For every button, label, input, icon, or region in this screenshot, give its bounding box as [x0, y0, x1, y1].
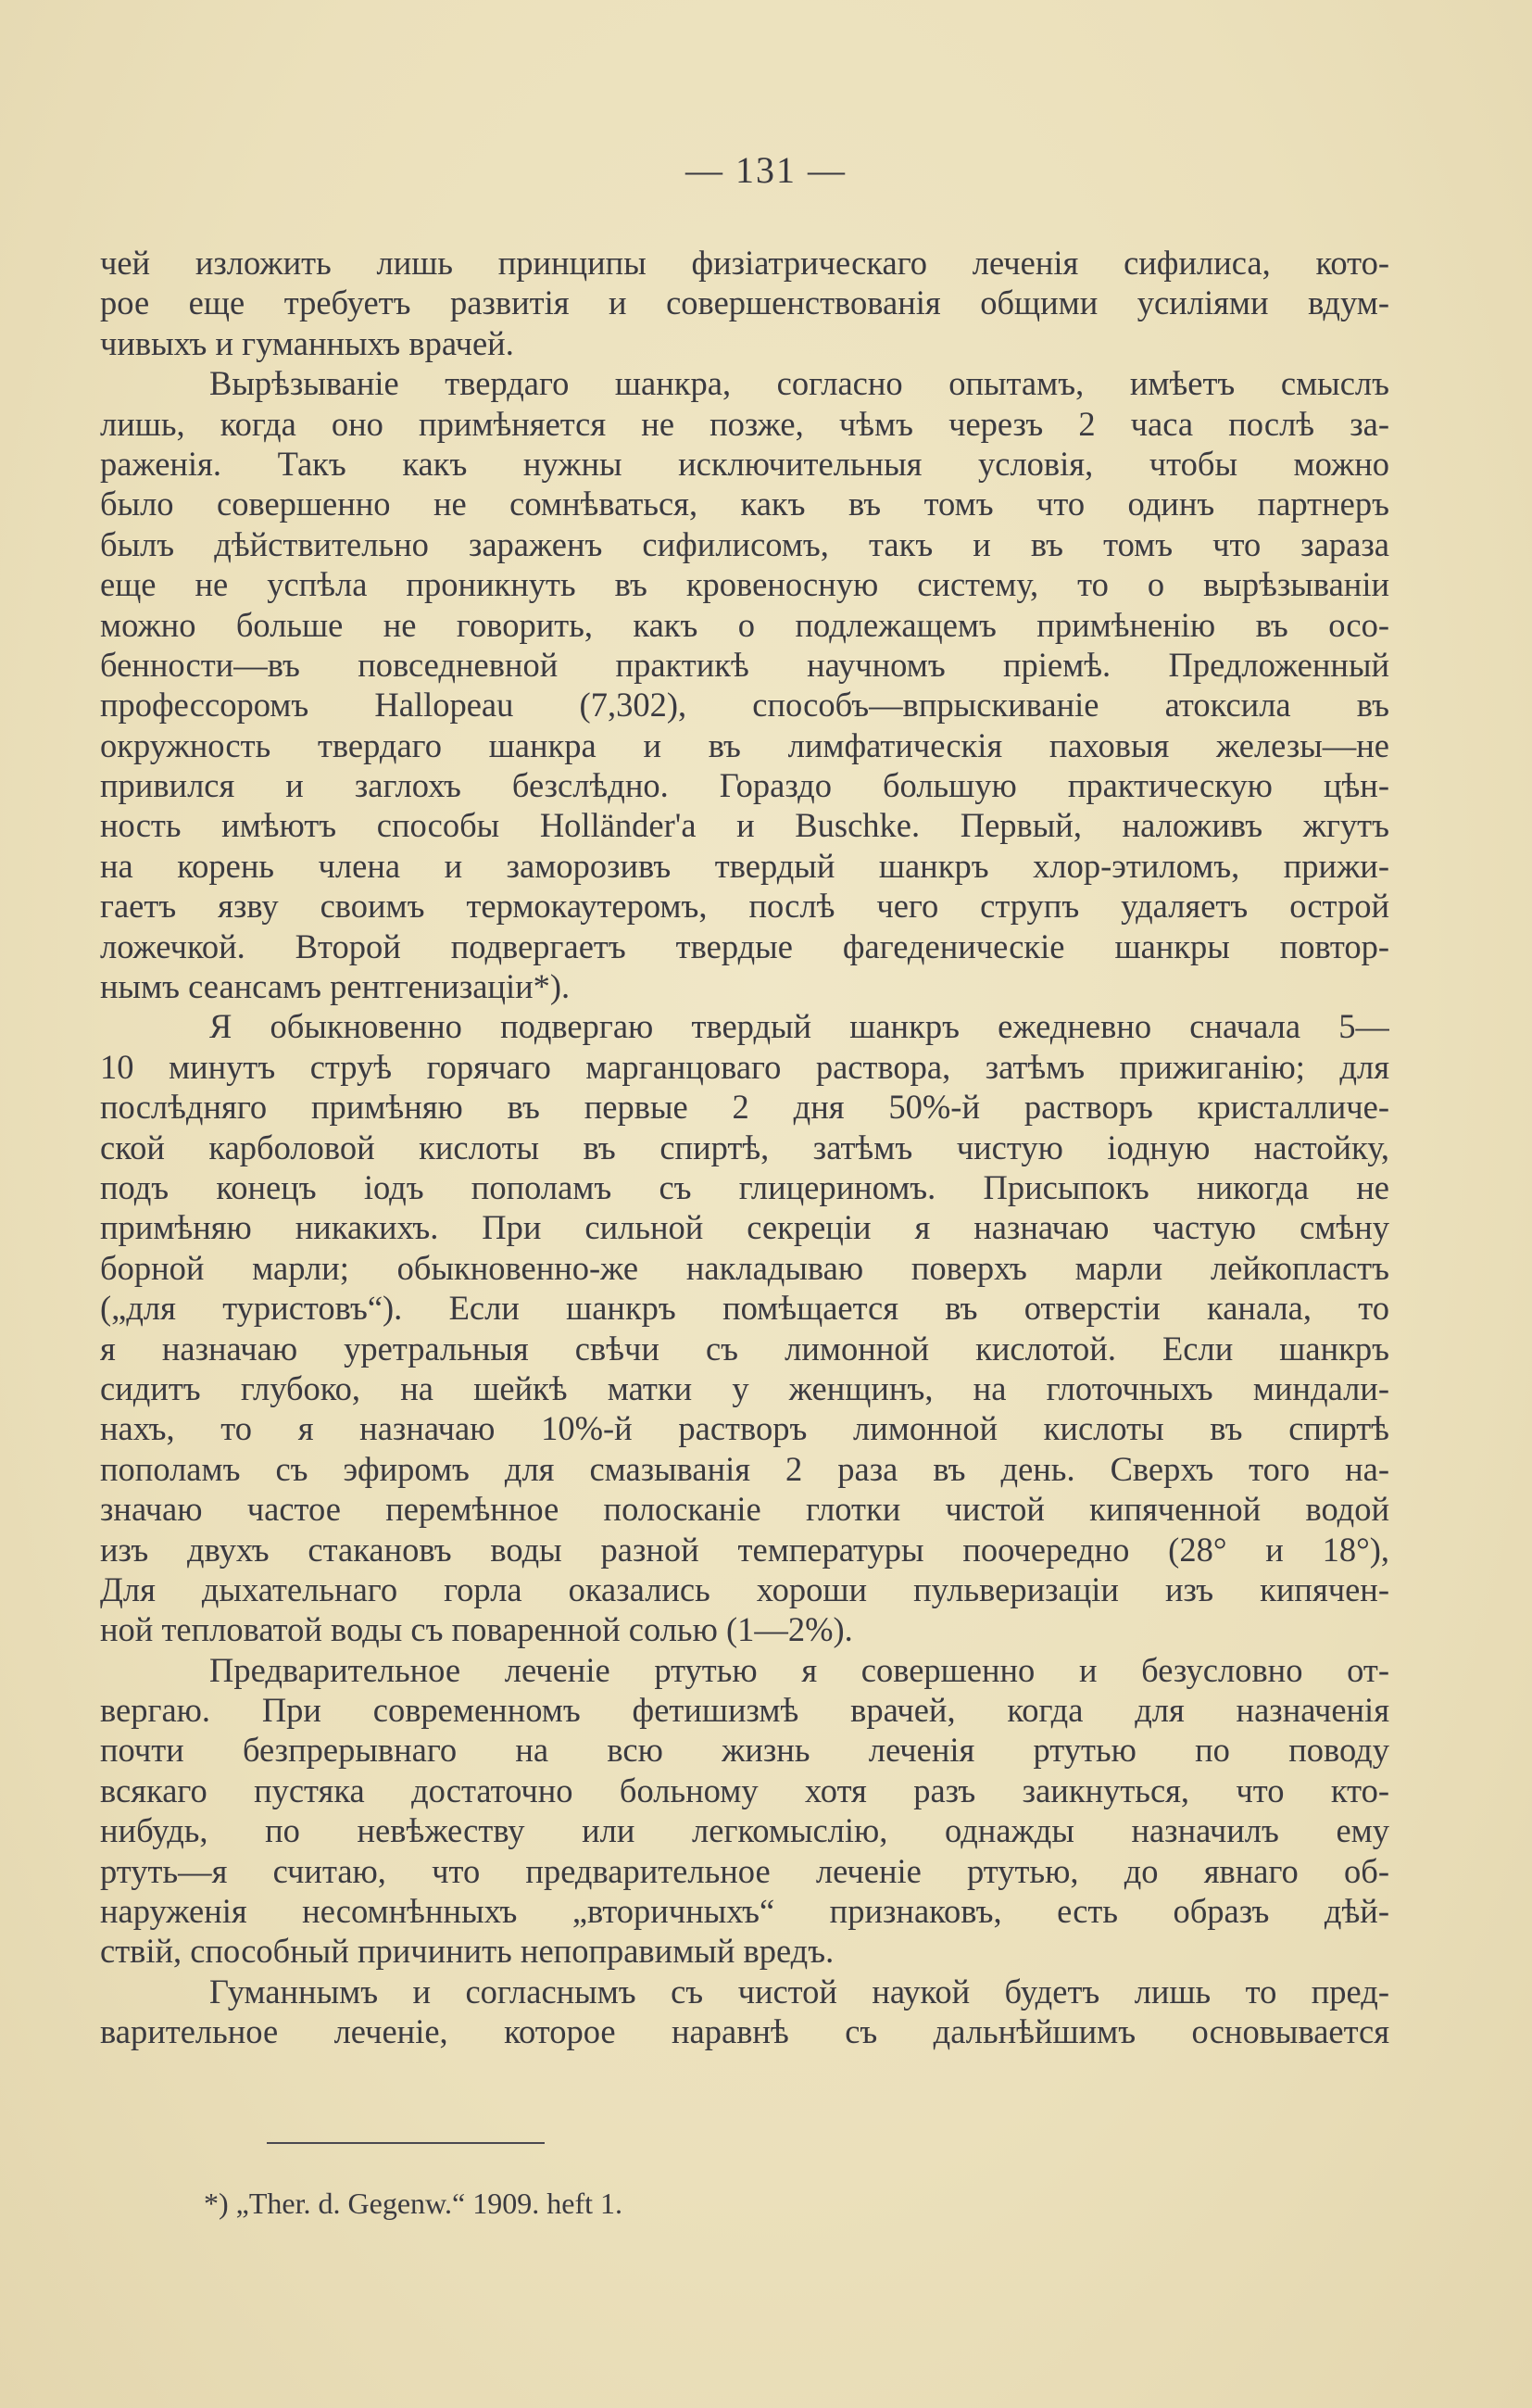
footnote-divider [267, 2142, 545, 2144]
text-line: былъ дѣйствительно зараженъ сифилисомъ, такъ и въ томъ что зараза [100, 524, 1389, 563]
text-line: ность имѣютъ способы Holländer'a и Buschke. Первый, наложивъ жгутъ [100, 806, 1389, 845]
text-line: привился и заглохъ безслѣдно. Гораздо большую практическую цѣн- [100, 766, 1389, 805]
text-line: гаетъ язву своимъ термокаутеромъ, послѣ чего струпъ удаляетъ острой [100, 887, 1389, 926]
text-line: ской карболовой кислоты въ спиртѣ, затѣмъ чистую iодную настойку, [100, 1128, 1389, 1166]
text-line: было совершенно не сомнѣваться, какъ въ томъ что одинъ партнеръ [100, 485, 1389, 523]
body-text [100, 243, 1389, 2052]
text-line: окружность твердаго шанкра и въ лимфатическiя паховыя железы—не [100, 725, 1389, 764]
text-line: я назначаю уретральныя свѣчи съ лимонной кислотой. Если шанкръ [100, 1329, 1389, 1368]
text-line: Я обыкновенно подвергаю твердый шанкръ ежедневно сначала 5— [209, 1007, 1389, 1046]
text-line: нибудь, по невѣжеству или легкомыслiю, однажды назначилъ ему [100, 1811, 1389, 1850]
text-line: Вырѣзыванiе твердаго шанкра, согласно опытамъ, имѣетъ смыслъ [209, 364, 1389, 403]
text-line: раженiя. Такъ какъ нужны исключительныя условiя, чтобы можно [100, 444, 1389, 483]
text-line: примѣняю никакихъ. При сильной секрецiи я назначаю частую смѣну [100, 1208, 1389, 1247]
text-line: еще не успѣла проникнуть въ кровеносную систему, то о вырѣзыванiи [100, 565, 1389, 604]
text-line: вергаю. При современномъ фетишизмѣ врачей, когда для назначенiя [100, 1691, 1389, 1730]
text-line: варительное леченiе, которое наравнѣ съ дальнѣйшимъ основывается [100, 2012, 1389, 2051]
text-line: сидитъ глубоко, на шейкѣ матки у женщинъ, на глоточныхъ миндали- [100, 1368, 1389, 1407]
text-line: Предварительное леченiе ртутью я совершенно и безусловно от- [209, 1650, 1389, 1689]
text-line: подъ конецъ iодъ пополамъ съ глицериномъ. Присыпокъ никогда не [100, 1167, 1389, 1206]
footnote: *) „Ther. d. Gegenw.“ 1909. heft 1. [204, 2187, 622, 2220]
text-line: всякаго пустяка достаточно больному хотя разъ заикнуться, что кто- [100, 1771, 1389, 1809]
text-line: борной марли; обыкновенно-же накладываю поверхъ марли лейкопластъ [100, 1248, 1389, 1287]
text-line: („для туристовъ“). Если шанкръ помѣщается въ отверстiи канала, то [100, 1289, 1389, 1328]
text-line: нымъ сеансамъ рентгенизацiи*). [100, 967, 571, 1006]
text-line: профессоромъ Hallopeau (7,302), способъ—впрыскиванiе атоксила въ [100, 686, 1389, 725]
text-line: 10 минутъ струѣ горячаго марганцоваго раствора, затѣмъ прижиганiю; для [100, 1047, 1389, 1086]
text-line: на корень члена и заморозивъ твердый шанкръ хлор-этиломъ, прижи- [100, 846, 1389, 885]
text-line: можно больше не говорить, какъ о подлежащемъ примѣненiю въ осо- [100, 605, 1389, 644]
page-number: — 131 — [685, 149, 847, 191]
text-line: ложечкой. Второй подвергаетъ твердые фагеденическiе шанкры повтор- [100, 927, 1389, 965]
text-line: чивыхъ и гуманныхъ врачей. [100, 323, 514, 362]
text-line: Гуманнымъ и согласнымъ съ чистой наукой будетъ лишь то пред- [209, 1972, 1389, 2011]
text-line: чей изложить лишь принципы физiатрическаго леченiя сифилиса, кото- [100, 244, 1389, 282]
text-line: рое еще требуетъ развитiя и совершенствованiя общими усилiями вдум- [100, 284, 1389, 322]
text-line: бенности—въ повседневной практикѣ научномъ прiемѣ. Предложенный [100, 645, 1389, 684]
text-line: почти безпрерывнаго на всю жизнь леченiя ртутью по поводу [100, 1731, 1389, 1770]
text-line: ствiй, способный причинить непоправимый вредъ. [100, 1932, 835, 1971]
text-line: изъ двухъ стакановъ воды разной температуры поочередно (28° и 18°), [100, 1530, 1389, 1569]
text-line: послѣдняго примѣняю въ первые 2 дня 50%-й растворъ кристалличе- [100, 1088, 1389, 1127]
text-line: пополамъ съ эфиромъ для смазыванiя 2 раза въ день. Сверхъ того на- [100, 1449, 1389, 1488]
text-line: ной тепловатой воды съ поваренной солью (1—2%). [100, 1610, 853, 1649]
text-line: ртуть—я считаю, что предварительное леченiе ртутью, до явнаго об- [100, 1851, 1389, 1890]
text-line: наруженiя несомнѣнныхъ „вторичныхъ“ признаковъ, есть образъ дѣй- [100, 1892, 1389, 1931]
text-line: значаю частое перемѣнное полосканiе глотки чистой кипяченной водой [100, 1490, 1389, 1529]
text-line: нахъ, то я назначаю 10%-й растворъ лимонной кислоты въ спиртѣ [100, 1409, 1389, 1448]
text-line: лишь, когда оно примѣняется не позже, чѣмъ черезъ 2 часа послѣ за- [100, 404, 1389, 443]
text-line: Для дыхательнаго горла оказались хороши пульверизацiи изъ кипячен- [100, 1570, 1389, 1608]
